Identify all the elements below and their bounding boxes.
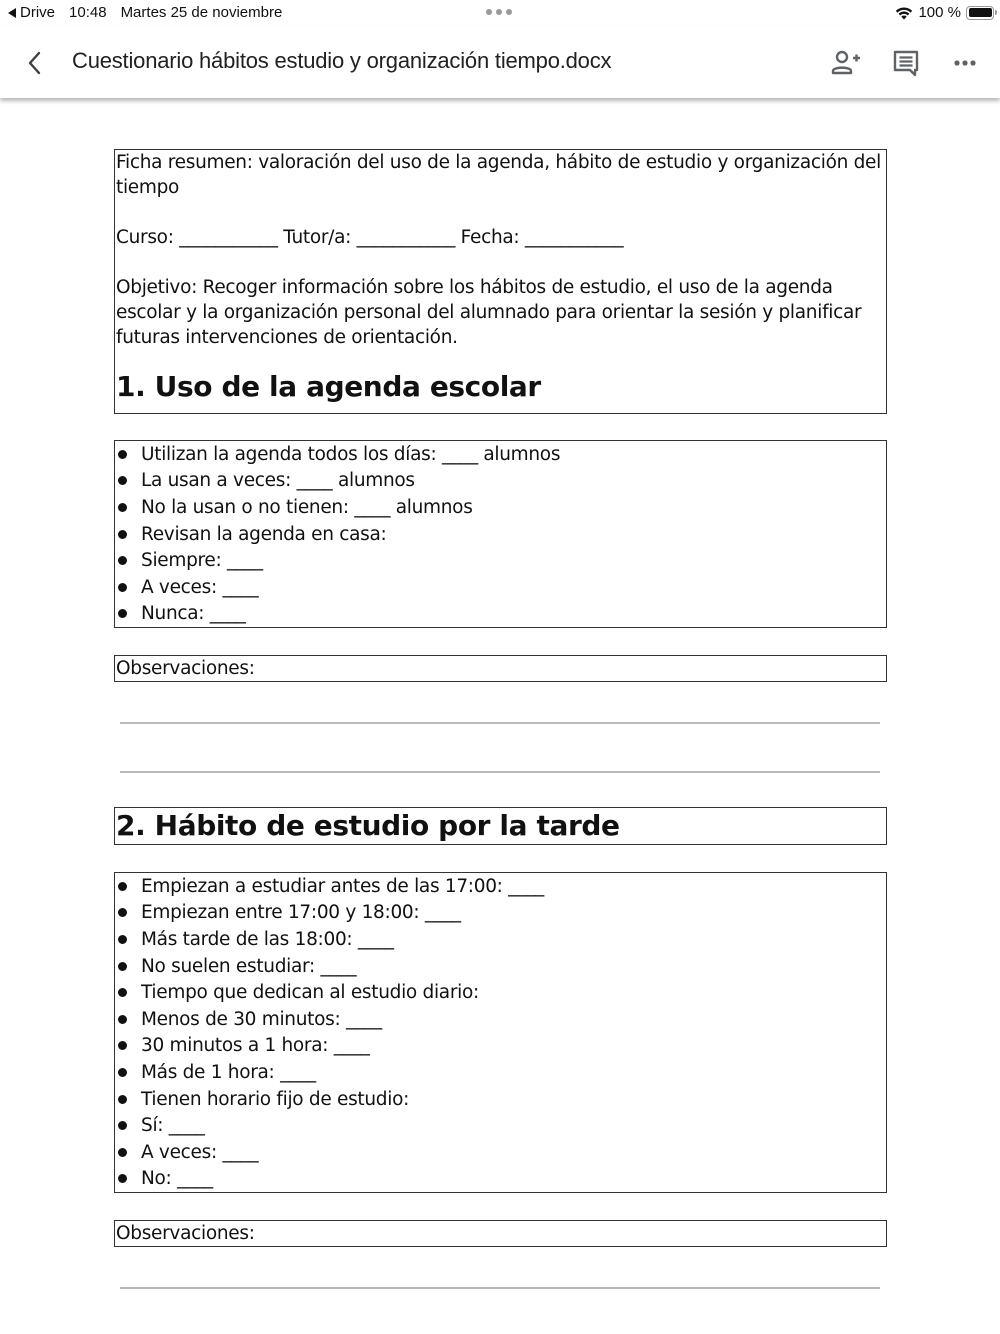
list-item: Empiezan a estudiar antes de las 17:00: ____ xyxy=(115,873,886,900)
bullet-icon xyxy=(118,1121,127,1130)
bullet-icon xyxy=(118,908,127,917)
more-options-icon xyxy=(953,59,977,67)
more-options-button[interactable] xyxy=(948,46,982,80)
course-tutor-date-fields: Curso: ___________ Tutor/a: ___________ Fecha: ___________ xyxy=(116,227,624,248)
multitasking-dots-icon[interactable] xyxy=(486,9,512,15)
bullet-icon xyxy=(118,988,127,997)
list-item: Utilizan la agenda todos los días: ____ alumnos xyxy=(115,441,886,468)
bullet-icon xyxy=(118,1068,127,1077)
bullet-icon xyxy=(118,476,127,485)
list-item: Revisan la agenda en casa: xyxy=(115,521,886,548)
status-bar xyxy=(0,0,1000,26)
bullet-icon xyxy=(118,503,127,512)
bullet-icon xyxy=(118,609,127,618)
document-canvas[interactable] xyxy=(0,98,1000,1334)
list-item: Más tarde de las 18:00: ____ xyxy=(115,926,886,953)
back-triangle-icon xyxy=(8,8,16,18)
bullet-icon xyxy=(118,556,127,565)
bullet-icon xyxy=(118,1095,127,1104)
list-item: Siempre: ____ xyxy=(115,547,886,574)
section2-heading: 2. Hábito de estudio por la tarde xyxy=(116,809,620,842)
list-item: No suelen estudiar: ____ xyxy=(115,953,886,980)
back-button[interactable] xyxy=(22,48,48,78)
section1-heading: 1. Uso de la agenda escolar xyxy=(116,370,541,403)
list-item: Tiempo que dedican al estudio diario: xyxy=(115,979,886,1006)
status-time: 10:48 xyxy=(69,4,107,21)
bullet-icon xyxy=(118,1041,127,1050)
list-item: Empiezan entre 17:00 y 18:00: ____ xyxy=(115,900,886,927)
status-date: Martes 25 de noviembre xyxy=(120,4,283,21)
summary-title: Ficha resumen: valoración del uso de la agenda, hábito de estudio y organización del tiempo xyxy=(116,152,881,198)
bullet-icon xyxy=(118,583,127,592)
add-person-icon xyxy=(831,50,861,76)
list-item: No: ____ xyxy=(115,1166,886,1193)
bullet-icon xyxy=(118,935,127,944)
section2-list xyxy=(115,873,886,1192)
back-app-label: Drive xyxy=(20,4,56,21)
wifi-icon xyxy=(895,6,913,20)
list-item: A veces: ____ xyxy=(115,1139,886,1166)
summary-header-box xyxy=(114,149,887,414)
list-item: Menos de 30 minutos: ____ xyxy=(115,1006,886,1033)
observation-line xyxy=(120,722,880,724)
list-item: Sí: ____ xyxy=(115,1112,886,1139)
battery-percent: 100 % xyxy=(918,4,961,21)
list-item: Nunca: ____ xyxy=(115,601,886,628)
bullet-icon xyxy=(118,882,127,891)
bullet-icon xyxy=(118,1148,127,1157)
back-to-drive-link[interactable] xyxy=(8,4,55,21)
section1-observations-box xyxy=(114,655,887,682)
app-bar xyxy=(0,26,1000,98)
list-item: Tienen horario fijo de estudio: xyxy=(115,1086,886,1113)
back-chevron-icon xyxy=(22,48,48,78)
list-item: 30 minutos a 1 hora: ____ xyxy=(115,1033,886,1060)
bullet-icon xyxy=(118,962,127,971)
battery-icon xyxy=(966,6,994,20)
bullet-icon xyxy=(118,1015,127,1024)
observations-label: Observaciones: xyxy=(116,1223,255,1244)
bullet-icon xyxy=(118,1174,127,1183)
section1-list-box xyxy=(114,440,887,628)
bullet-icon xyxy=(118,530,127,539)
comments-button[interactable] xyxy=(889,46,923,80)
observation-line xyxy=(120,1287,880,1289)
share-button[interactable] xyxy=(829,46,863,80)
list-item: Más de 1 hora: ____ xyxy=(115,1059,886,1086)
list-item: La usan a veces: ____ alumnos xyxy=(115,468,886,495)
bullet-icon xyxy=(118,450,127,459)
list-item: A veces: ____ xyxy=(115,574,886,601)
section1-list xyxy=(115,441,886,627)
list-item: No la usan o no tienen: ____ alumnos xyxy=(115,494,886,521)
document-title: Cuestionario hábitos estudio y organización tiempo.docx xyxy=(72,48,612,73)
section2-heading-box xyxy=(114,807,887,845)
objective-text: Objetivo: Recoger información sobre los hábitos de estudio, el uso de la agenda escolar y la organización personal del alumnado para orientar la sesión y planificar futuras intervenciones de orientación. xyxy=(116,277,862,348)
observations-label: Observaciones: xyxy=(116,658,255,679)
observation-line xyxy=(120,771,880,773)
section2-observations-box xyxy=(114,1220,887,1247)
section2-list-box xyxy=(114,872,887,1193)
comment-icon xyxy=(892,49,920,77)
